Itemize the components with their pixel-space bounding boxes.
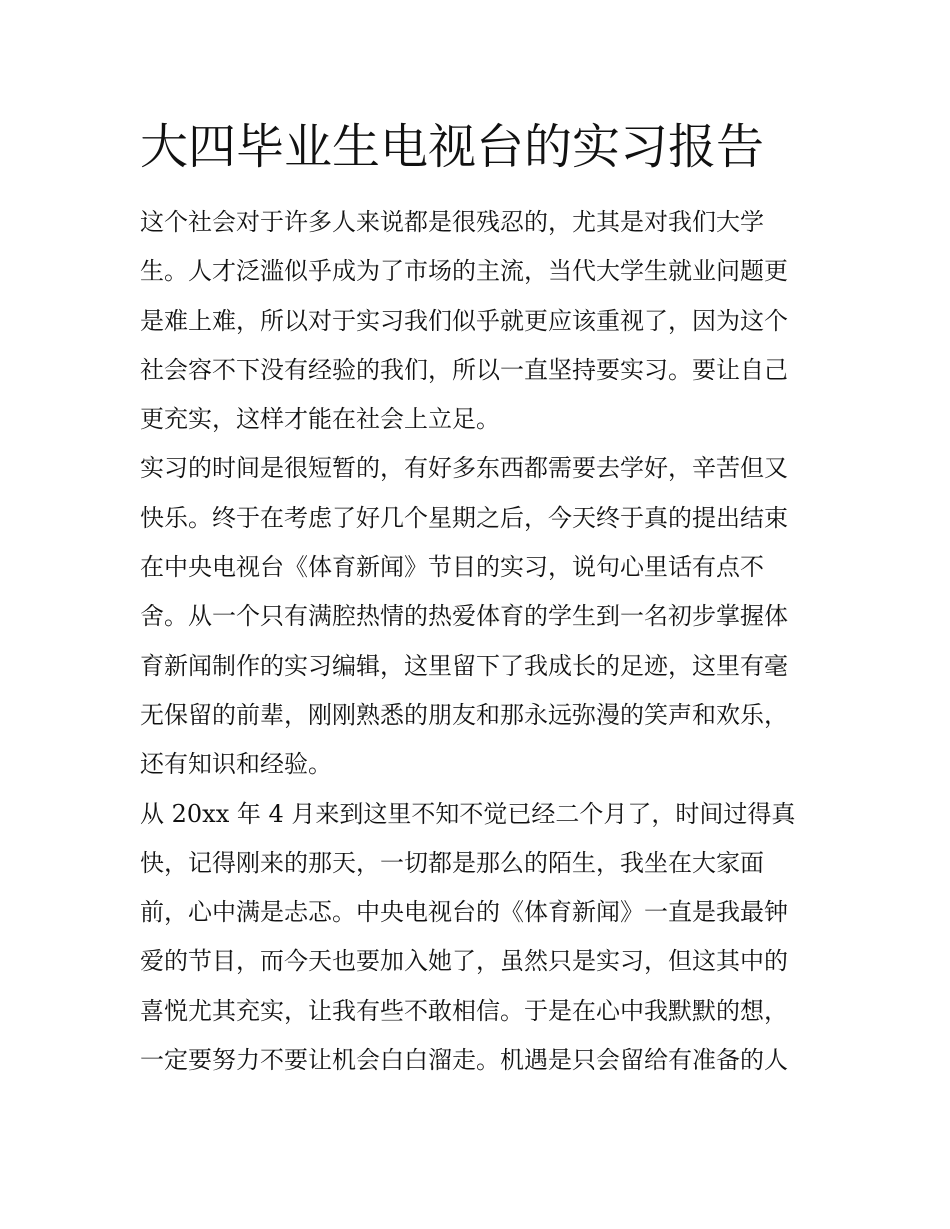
text-line: 更充实，这样才能在社会上立足。: [140, 405, 500, 434]
text-line: 社会容不下没有经验的我们，所以一直坚持要实习。要让自己: [140, 355, 788, 384]
text-line: 无保留的前辈，刚刚熟悉的朋友和那永远弥漫的笑声和欢乐，: [140, 700, 788, 729]
text-line: 快乐。终于在考虑了好几个星期之后，今天终于真的提出结束: [140, 503, 788, 532]
text-line: 快，记得刚来的那天，一切都是那么的陌生，我坐在大家面: [140, 848, 764, 877]
paragraph-3: [140, 790, 812, 1086]
text-line: 生。人才泛滥似乎成为了市场的主流，当代大学生就业问题更: [140, 257, 788, 286]
text-line: 还有知识和经验。: [140, 750, 332, 779]
document-title: 大四毕业生电视台的实习报告: [140, 119, 765, 175]
text-line: 喜悦尤其充实，让我有些不敢相信。于是在心中我默默的想，: [140, 996, 788, 1025]
text-line: 在中央电视台《体育新闻》节目的实习，说句心里话有点不: [140, 553, 764, 582]
text-line: 一定要努力不要让机会白白溜走。机遇是只会留给有准备的人: [140, 1046, 788, 1075]
text-line: 实习的时间是很短暂的，有好多东西都需要去学好，辛苦但又: [140, 454, 788, 483]
paragraph-1: [140, 198, 812, 444]
paragraph-2: [140, 444, 812, 789]
text-line: 爱的节目，而今天也要加入她了，虽然只是实习，但这其中的: [140, 947, 788, 976]
text-line: 前，心中满是忐忑。中央电视台的《体育新闻》一直是我最钟: [140, 898, 788, 927]
text-line: 是难上难，所以对于实习我们似乎就更应该重视了，因为这个: [140, 306, 788, 335]
text-line: 这个社会对于许多人来说都是很残忍的，尤其是对我们大学: [140, 208, 764, 236]
text-line: 育新闻制作的实习编辑，这里留下了我成长的足迹，这里有毫: [140, 651, 788, 680]
text-line: 舍。从一个只有满腔热情的热爱体育的学生到一名初步掌握体: [140, 602, 788, 631]
document-body: [140, 198, 812, 1085]
text-line: 从 20xx 年 4 月来到这里不知不觉已经二个月了，时间过得真: [140, 799, 796, 828]
